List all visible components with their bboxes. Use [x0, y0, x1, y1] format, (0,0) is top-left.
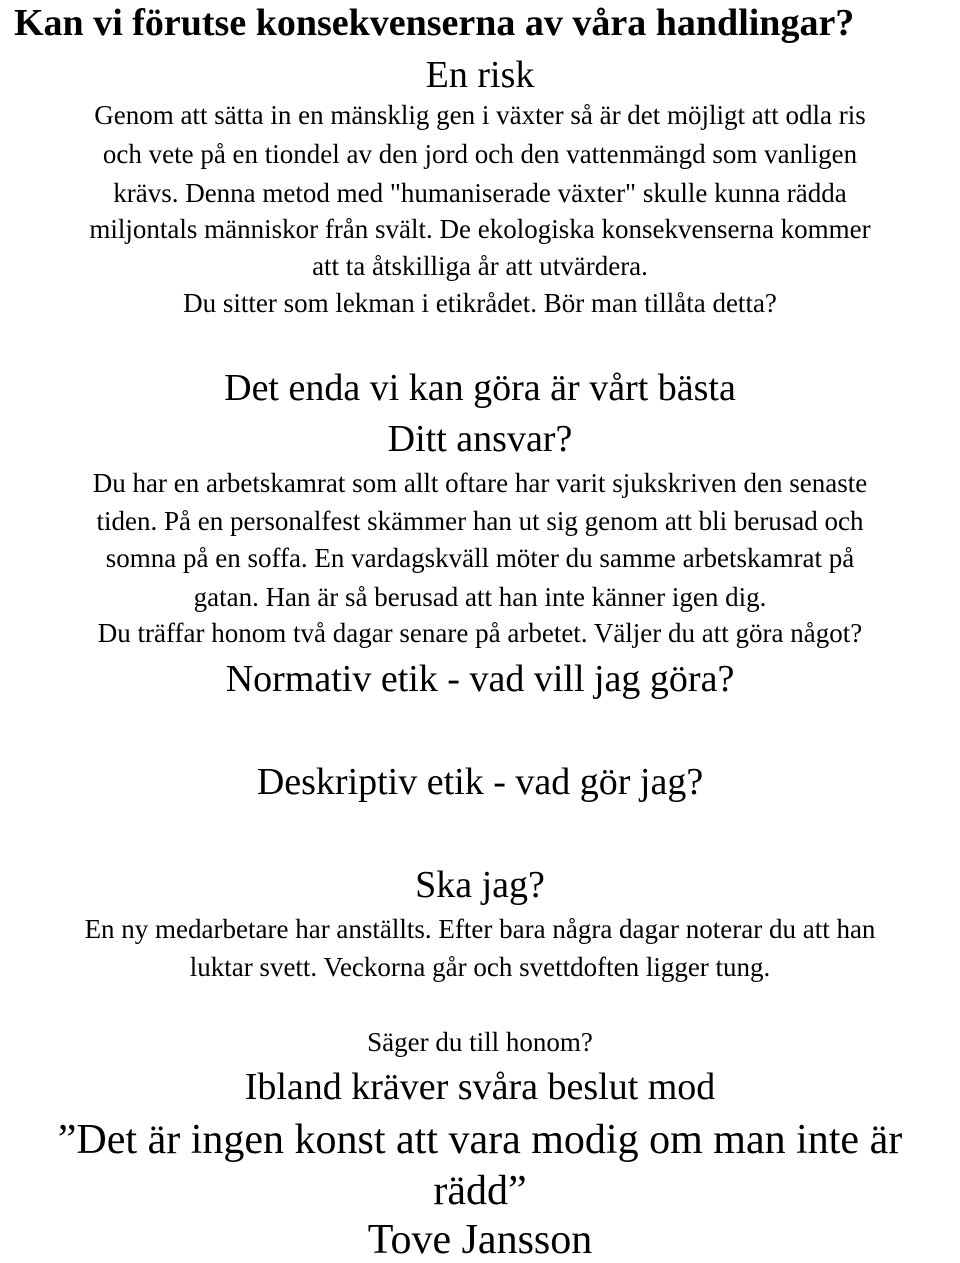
paragraph-line: krävs. Denna metod med "humaniserade växter" skulle kunna rädda	[113, 178, 847, 208]
page-title: Kan vi förutse konsekvenserna av våra handlingar?	[14, 2, 855, 44]
paragraph-question: Du sitter som lekman i etikrådet. Bör man tillåta detta?	[183, 288, 777, 318]
paragraph-line: miljontals människor från svält. De ekologiska konsekvenserna kommer	[89, 214, 871, 244]
paragraph-line: tiden. På en personalfest skämmer han ut sig genom att bli berusad och	[96, 506, 864, 536]
section-heading-courage: Ibland kräver svåra beslut mod	[244, 1066, 716, 1108]
quote-line: rädd”	[433, 1168, 527, 1214]
paragraph-line: En ny medarbetare har anställts. Efter bara några dagar noterar du att han	[84, 914, 876, 944]
section-heading-best: Det enda vi kan göra är vårt bästa	[224, 367, 736, 409]
section-subheading-responsibility: Ditt ansvar?	[387, 418, 573, 460]
paragraph-line: att ta åtskilliga år att utvärdera.	[312, 251, 648, 281]
paragraph-line: Du har en arbetskamrat som allt oftare har varit sjukskriven den senaste	[92, 468, 868, 498]
paragraph-line: och vete på en tiondel av den jord och den vattenmängd som vanligen	[102, 139, 858, 169]
paragraph-question: Säger du till honom?	[367, 1027, 593, 1057]
section-heading-ska-jag: Ska jag?	[415, 864, 545, 906]
paragraph-line: gatan. Han är så berusad att han inte känner igen dig.	[193, 582, 767, 612]
paragraph-question: Du träffar honom två dagar senare på arbetet. Väljer du att göra något?	[97, 618, 863, 648]
heading-deskriptiv-etik: Deskriptiv etik - vad gör jag?	[256, 761, 704, 803]
quote-line: ”Det är ingen konst att vara modig om man inte är	[57, 1117, 903, 1163]
paragraph-line: luktar svett. Veckorna går och svettdoften ligger tung.	[189, 952, 771, 982]
paragraph-line: somna på en soffa. En vardagskväll möter du samme arbetskamrat på	[105, 543, 855, 573]
heading-normativ-etik: Normativ etik - vad vill jag göra?	[225, 658, 735, 700]
section-heading-risk: En risk	[425, 54, 535, 96]
quote-author: Tove Jansson	[367, 1217, 593, 1263]
paragraph-line: Genom att sätta in en mänsklig gen i växter så är det möjligt att odla ris	[94, 100, 866, 130]
